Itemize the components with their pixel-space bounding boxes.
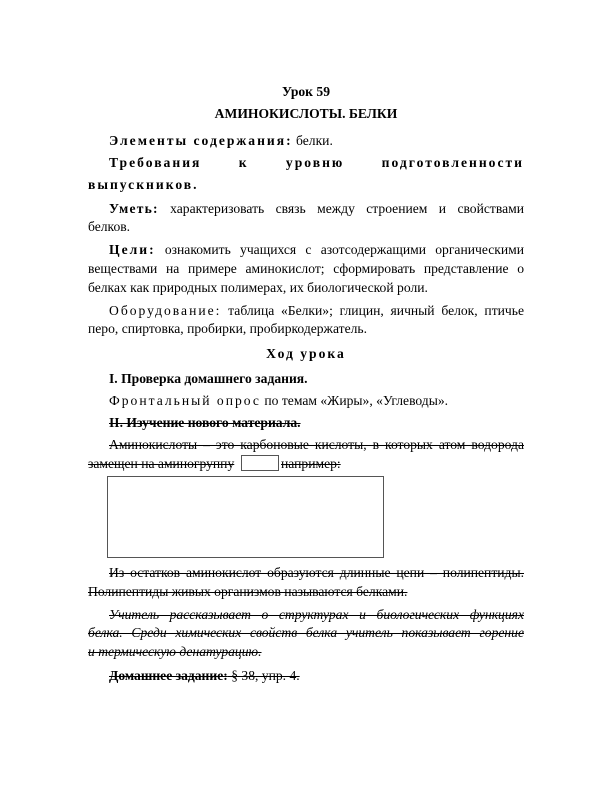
skills-line-2: белков.: [88, 219, 131, 234]
skills-line-1: [109, 200, 524, 217]
lesson-title: АМИНОКИСЛОТЫ. БЕЛКИ: [214, 106, 398, 121]
section1-text: по темам «Жиры», «Углеводы».: [260, 393, 449, 408]
section1-label: Фронтальный опрос: [109, 393, 261, 408]
section2-line-2-after: например:: [281, 456, 341, 471]
section2-para3-line-3: и термическую денатурацию.: [88, 644, 262, 659]
homework-label: Домашнее задание:: [109, 668, 228, 683]
homework-text: § 38, упр. 4.: [227, 668, 300, 683]
section1-line: [109, 392, 524, 409]
goals-text-1: ознакомить учащихся с азотсодержащими органическими: [155, 242, 524, 257]
equipment-text-1: таблица «Белки»; глицин, яичный белок, птичье: [221, 303, 524, 318]
content-elements-text: белки.: [292, 133, 333, 148]
section2-title: II. Изучение нового материала.: [109, 415, 301, 430]
section2-line-1: Аминокислоты – это карбоновые кислоты, в которых атом водорода: [109, 437, 524, 452]
course-heading: Ход урока: [266, 346, 346, 361]
formula-placeholder-large: [107, 476, 384, 558]
formula-placeholder-small: [241, 455, 279, 471]
content-elements: [109, 132, 524, 149]
requirements-line-1: Требования к уровню подготовленности: [109, 155, 524, 170]
section2-para2-line-2: Полипептиды живых организмов называются белками.: [88, 584, 408, 599]
goals-line-1: [109, 241, 524, 258]
homework-line: [109, 667, 524, 684]
goals-label: Цели:: [109, 242, 156, 257]
content-elements-label: Элементы содержания:: [109, 133, 293, 148]
goals-line-3: белках как природных полимерах, их биологической роли.: [88, 280, 428, 295]
requirements-line-2: выпускников.: [88, 177, 199, 192]
equipment-label: Оборудование:: [109, 303, 222, 318]
skills-label: Уметь:: [109, 201, 159, 216]
equipment-line-1: [109, 302, 524, 319]
section2-para2-line-1: Из остатков аминокислот образуются длинные цепи – полипептиды.: [109, 565, 524, 580]
section2-line-2-before: замещен на аминогруппу: [88, 456, 235, 471]
section1-title: I. Проверка домашнего задания.: [109, 371, 308, 386]
equipment-line-2: перо, спиртовка, пробирки, пробиркодержатель.: [88, 321, 367, 336]
section2-para3-line-2: белка. Среди химических свойств белка учитель показывает горение: [88, 625, 524, 640]
section2-para3-line-1: Учитель рассказывает о структурах и биологических функциях: [109, 607, 524, 622]
skills-text-1: характеризовать связь между строением и свойствами: [158, 201, 524, 216]
goals-line-2: веществами на примере аминокислот; сформировать представление о: [88, 261, 524, 276]
lesson-number: Урок 59: [281, 84, 331, 99]
